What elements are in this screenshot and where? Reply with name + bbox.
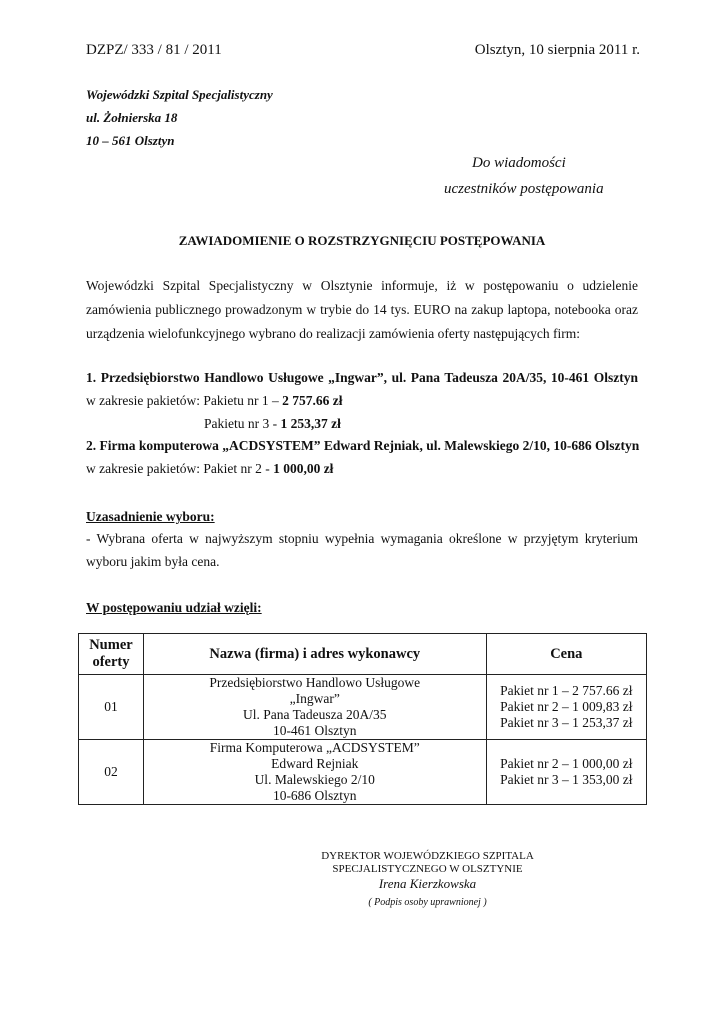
contractor-line: 10-686 Olsztyn <box>272 788 357 803</box>
document-title: ZAWIADOMIENIE O ROZSTRZYGNIĘCIU POSTĘPOWANIA <box>178 233 546 248</box>
document-date: Olsztyn, 10 sierpnia 2011 r. <box>474 42 640 58</box>
contractor-line: Firma Komputerowa „ACDSYSTEM” <box>209 740 420 755</box>
offer-contractor <box>143 675 486 740</box>
winner-2-scope <box>86 461 333 477</box>
column-header-price: Cena <box>486 634 646 675</box>
contractor-line: Przedsiębiorstwo Handlowo Usługowe <box>209 675 421 690</box>
column-header-name: Nazwa (firma) i adres wykonawcy <box>143 634 486 675</box>
contractor-line: „Ingwar” <box>289 691 340 706</box>
offer-price <box>486 675 646 740</box>
sender-name: Wojewódzki Szpital Specjalistyczny <box>86 87 273 102</box>
price-line: Pakiet nr 3 – 1 353,00 zł <box>500 772 633 787</box>
justification-line-2: wyboru jakim była cena. <box>86 554 220 569</box>
contractor-line: 10-461 Olsztyn <box>272 723 357 738</box>
offer-price <box>486 740 646 805</box>
signature-title-1: DYREKTOR WOJEWÓDZKIEGO SZPITALA <box>321 850 534 862</box>
price-line: Pakiet nr 2 – 1 000,00 zł <box>500 756 633 771</box>
intro-line: zamówienia publicznego prowadzonym w trybie do 14 tys. EURO na zakup laptopa, notebooka oraz <box>86 302 638 317</box>
intro-line: Wojewódzki Szpital Specjalistyczny w Olsztynie informuje, iż w postępowaniu o udzielenie <box>86 278 638 293</box>
winner-1-scope-2-label: Pakietu nr 3 - <box>204 416 281 431</box>
price-line: Pakiet nr 1 – 2 757.66 zł <box>500 683 633 698</box>
participants-heading: W postępowaniu udział wzięli: <box>86 600 262 615</box>
sender-city: 10 – 561 Olsztyn <box>86 133 175 148</box>
intro-paragraph <box>86 274 638 346</box>
price-line: Pakiet nr 3 – 1 253,37 zł <box>500 715 633 730</box>
winner-2-value: 1 000,00 zł <box>273 461 334 476</box>
winner-1-name: 1. Przedsiębiorstwo Handlowo Usługowe „Ingwar”, ul. Pana Tadeusza 20A/35, 10-461 Olsztyn <box>86 370 638 385</box>
winner-2-name: 2. Firma komputerowa „ACDSYSTEM” Edward Rejniak, ul. Malewskiego 2/10, 10-686 Olsztyn <box>86 438 640 453</box>
winner-2-scope-label: w zakresie pakietów: Pakiet nr 2 - <box>86 461 274 476</box>
recipient-line2: uczestników postępowania <box>444 181 604 197</box>
column-header-number <box>79 634 144 675</box>
document-reference: DZPZ/ 333 / 81 / 2011 <box>86 42 222 58</box>
table-row <box>79 740 647 805</box>
price-line: Pakiet nr 2 – 1 009,83 zł <box>500 699 633 714</box>
table-header-row <box>79 634 647 675</box>
table-row <box>79 675 647 740</box>
signature-name: Irena Kierzkowska <box>378 876 477 891</box>
contractor-line: Ul. Malewskiego 2/10 <box>254 772 375 787</box>
offer-contractor <box>143 740 486 805</box>
recipient-line1: Do wiadomości <box>472 155 566 171</box>
winner-1-value-2: 1 253,37 zł <box>280 416 341 431</box>
justification-line-1: - Wybrana oferta w najwyższym stopniu wypełnia wymagania określone w przyjętym kryterium <box>86 531 638 546</box>
signature-title-2: SPECJALISTYCZNEGO W OLSZTYNIE <box>332 863 523 875</box>
contractor-line: Edward Rejniak <box>271 756 359 771</box>
winner-1-value-1: 2 757.66 zł <box>282 393 343 408</box>
offer-number: 02 <box>79 740 144 805</box>
column-header-number-label: Numer oferty <box>89 637 133 670</box>
contractor-line: Ul. Pana Tadeusza 20A/35 <box>242 707 387 722</box>
winner-1-scope-label: w zakresie pakietów: Pakietu nr 1 – <box>86 393 283 408</box>
sender-street: ul. Żołnierska 18 <box>86 110 178 125</box>
intro-line: urządzenia wielofunkcyjnego wybrano do realizacji zamówienia oferty następujących firm: <box>86 326 581 341</box>
justification-heading: Uzasadnienie wyboru: <box>86 509 215 524</box>
winner-1-scope-2 <box>204 416 341 432</box>
signature-caption: ( Podpis osoby uprawnionej ) <box>368 897 487 908</box>
winner-1-scope <box>86 393 342 409</box>
offer-number: 01 <box>79 675 144 740</box>
participants-table <box>78 633 647 805</box>
